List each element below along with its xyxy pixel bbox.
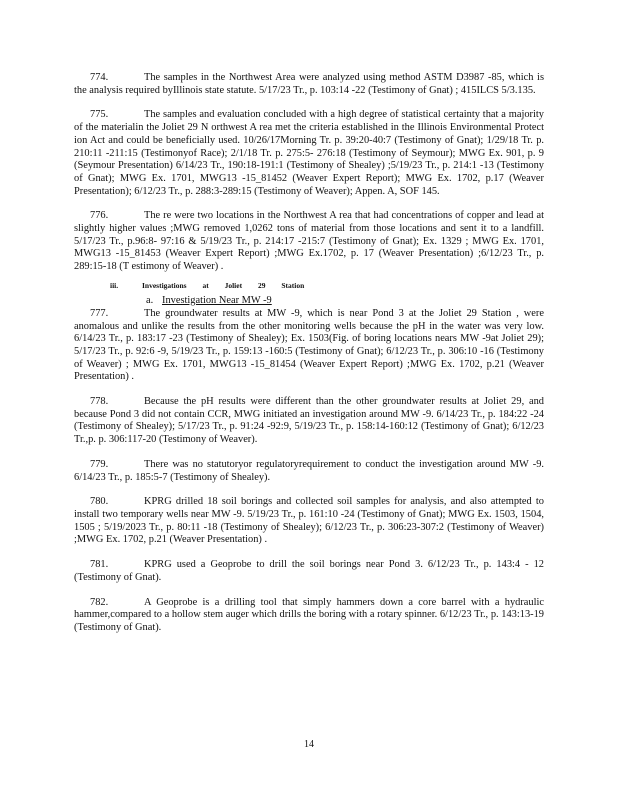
subsection-heading	[146, 294, 544, 307]
paragraph-number: 774.	[90, 72, 109, 83]
paragraph-number: 780.	[90, 496, 109, 508]
paragraph-number: 776.	[90, 210, 109, 222]
paragraph-text: KPRG drilled 18 soil borings and collected soil samples for analysis, and also attempted to install two temporary wells near MW -9. 5/19/23 Tr., p. 161:10 -24 (Testimony of Gnat); MWG Ex. 1503, 1504, 1505 ; 5/19/2023 Tr., p. 80:11 -18 (Testimony of Shealey); 6/12/23 Tr., p. 306:23-307:2 (Testimony of Weaver) ;MWG Ex. 1702, p.21 (Weaver Presentation) .	[74, 496, 544, 546]
paragraph-text: The groundwater results at MW -9, which is near Pond 3 at the Joliet 29 Station , were anomalous and unlike the results from the other monitoring wells because the pH in the water was very low. 6/14/23 Tr., p. 183:17 -23 (Testimony of Shealey); Ex. 1503(Fig. of boring locations nears MW -9at Joliet 29); 5/17/23 Tr., p. 92:6 -9, 5/19/23 Tr., p. 159:13 -160:5 (Testimony of Gnat); 6/12/23 Tr., p. 306:10 -16 (Testimony of Weaver) ; MWG Ex. 1701, MWG13 -15_81454 (Weaver Expert Report) ;MWG Ex. 1702, p.21 (Weaver Presentation) .	[74, 307, 544, 383]
subsection-heading-letter: a.	[146, 294, 154, 306]
paragraph-number: 781.	[90, 559, 109, 571]
paragraph-number: 779.	[90, 458, 109, 470]
section-heading-numeral: iii.	[110, 280, 119, 290]
section-heading-title: Investigations at Joliet 29 Station	[142, 280, 305, 290]
paragraph-text: The re were two locations in the Northwest A rea that had concentrations of copper and lead at slightly higher values ;MWG removed 1,0262 tons of material from those locations and sent it to a landfill. 5/17/23 Tr., p.96:8- 97:16 & 5/19/23 Tr., p. 214:17 -215:7 (Testimony of Gnat); Ex. 1329 ; MWG Ex. 1701, MWG13 -15_81453 (Weaver Expert Report) ;MWG Ex.1702, p. 17 (Weaver Presentation) ;6/12/23 Tr., p. 289:15-18 (T estimony of Weaver) .	[74, 210, 544, 273]
paragraph-number: 775.	[90, 109, 109, 121]
paragraph-text: A Geoprobe is a drilling tool that simply hammers down a core barrel with a hydraulic hammer,compared to a hollow stem auger which drills the boring with a rotary spinner. 6/12/23 Tr., p. 143:13-19 (Testimony of Gnat).	[74, 596, 544, 633]
document-page	[74, 72, 544, 762]
paragraph-number: 777.	[90, 307, 109, 319]
paragraph-text: The samples in the Northwest Area were analyzed using method ASTM D3987 -85, which is the analysis required byIllinois state statute. 5/17/23 Tr., p. 103:14 -22 (Testimony of Gnat) ; 415ILCS 5/3.135.	[74, 72, 544, 96]
subsection-heading-title: Investigation Near MW -9	[162, 294, 272, 306]
paragraph-780	[74, 496, 544, 547]
paragraph-777	[74, 308, 544, 384]
paragraph-776	[74, 210, 544, 274]
paragraph-text: KPRG used a Geoprobe to drill the soil borings near Pond 3. 6/12/23 Tr., p. 143:4 - 12 (Testimony of Gnat).	[74, 559, 544, 583]
page-number: 14	[304, 739, 314, 750]
paragraph-782	[74, 597, 544, 635]
paragraph-774	[74, 72, 544, 97]
paragraph-778	[74, 396, 544, 447]
paragraph-number: 782.	[90, 596, 109, 608]
paragraph-number: 778.	[90, 396, 109, 408]
paragraph-text: There was no statutoryor regulatoryrequirement to conduct the investigation around MW -9. 6/14/23 Tr., p. 185:5-7 (Testimony of Shealey).	[74, 458, 544, 483]
paragraph-text: The samples and evaluation concluded with a high degree of statistical certainty that a majority of the materialin the Joliet 29 N orthwest A rea met the criteria established in the Illinois Environmental Protect ion Act and could be beneficially used. 10/26/17Morning Tr. p. 39:20-40:7 (Testimony of Gnat); 1/29/18 Tr. p. 210:11 -211:15 (Testimonyof Race); 2/1/18 Tr. p. 275:5- 276:18 (Testimony of Seymour); MWG Ex. 901, p. 9 (Seymour Presentation) 6/14/23 Tr., 190:18-191:1 (Testimony of Shealey) ;5/19/23 Tr., p. 214:1 -13 (Testimony of Gnat); MWG Ex. 1701, MWG13 -15_81452 (Weaver Expert Report); MWG Ex. 1702, p.17 (Weaver Presentation); 6/12/23 Tr., p. 288:3-289:15 (Testimony of Weaver); Appen. A, SOF 145.	[74, 109, 544, 197]
paragraph-775	[74, 109, 544, 198]
paragraph-text: Because the pH results were different than the other groundwater results at Joliet 29, and because Pond 3 did not contain CCR, MWG initiated an investigation around MW -9. 6/14/23 Tr., p. 184:22 -24 (Testimony of Shealey); 5/17/23 Tr., p. 91:24 -92:9, 5/19/23 Tr., p. 158:14-160:12 (Testimony of Gnat); 6/12/23 Tr.,p. p. 306:117-20 (Testimony of Weaver).	[74, 396, 544, 446]
section-heading	[110, 280, 544, 292]
paragraph-781	[74, 559, 544, 584]
paragraph-779	[74, 459, 544, 484]
